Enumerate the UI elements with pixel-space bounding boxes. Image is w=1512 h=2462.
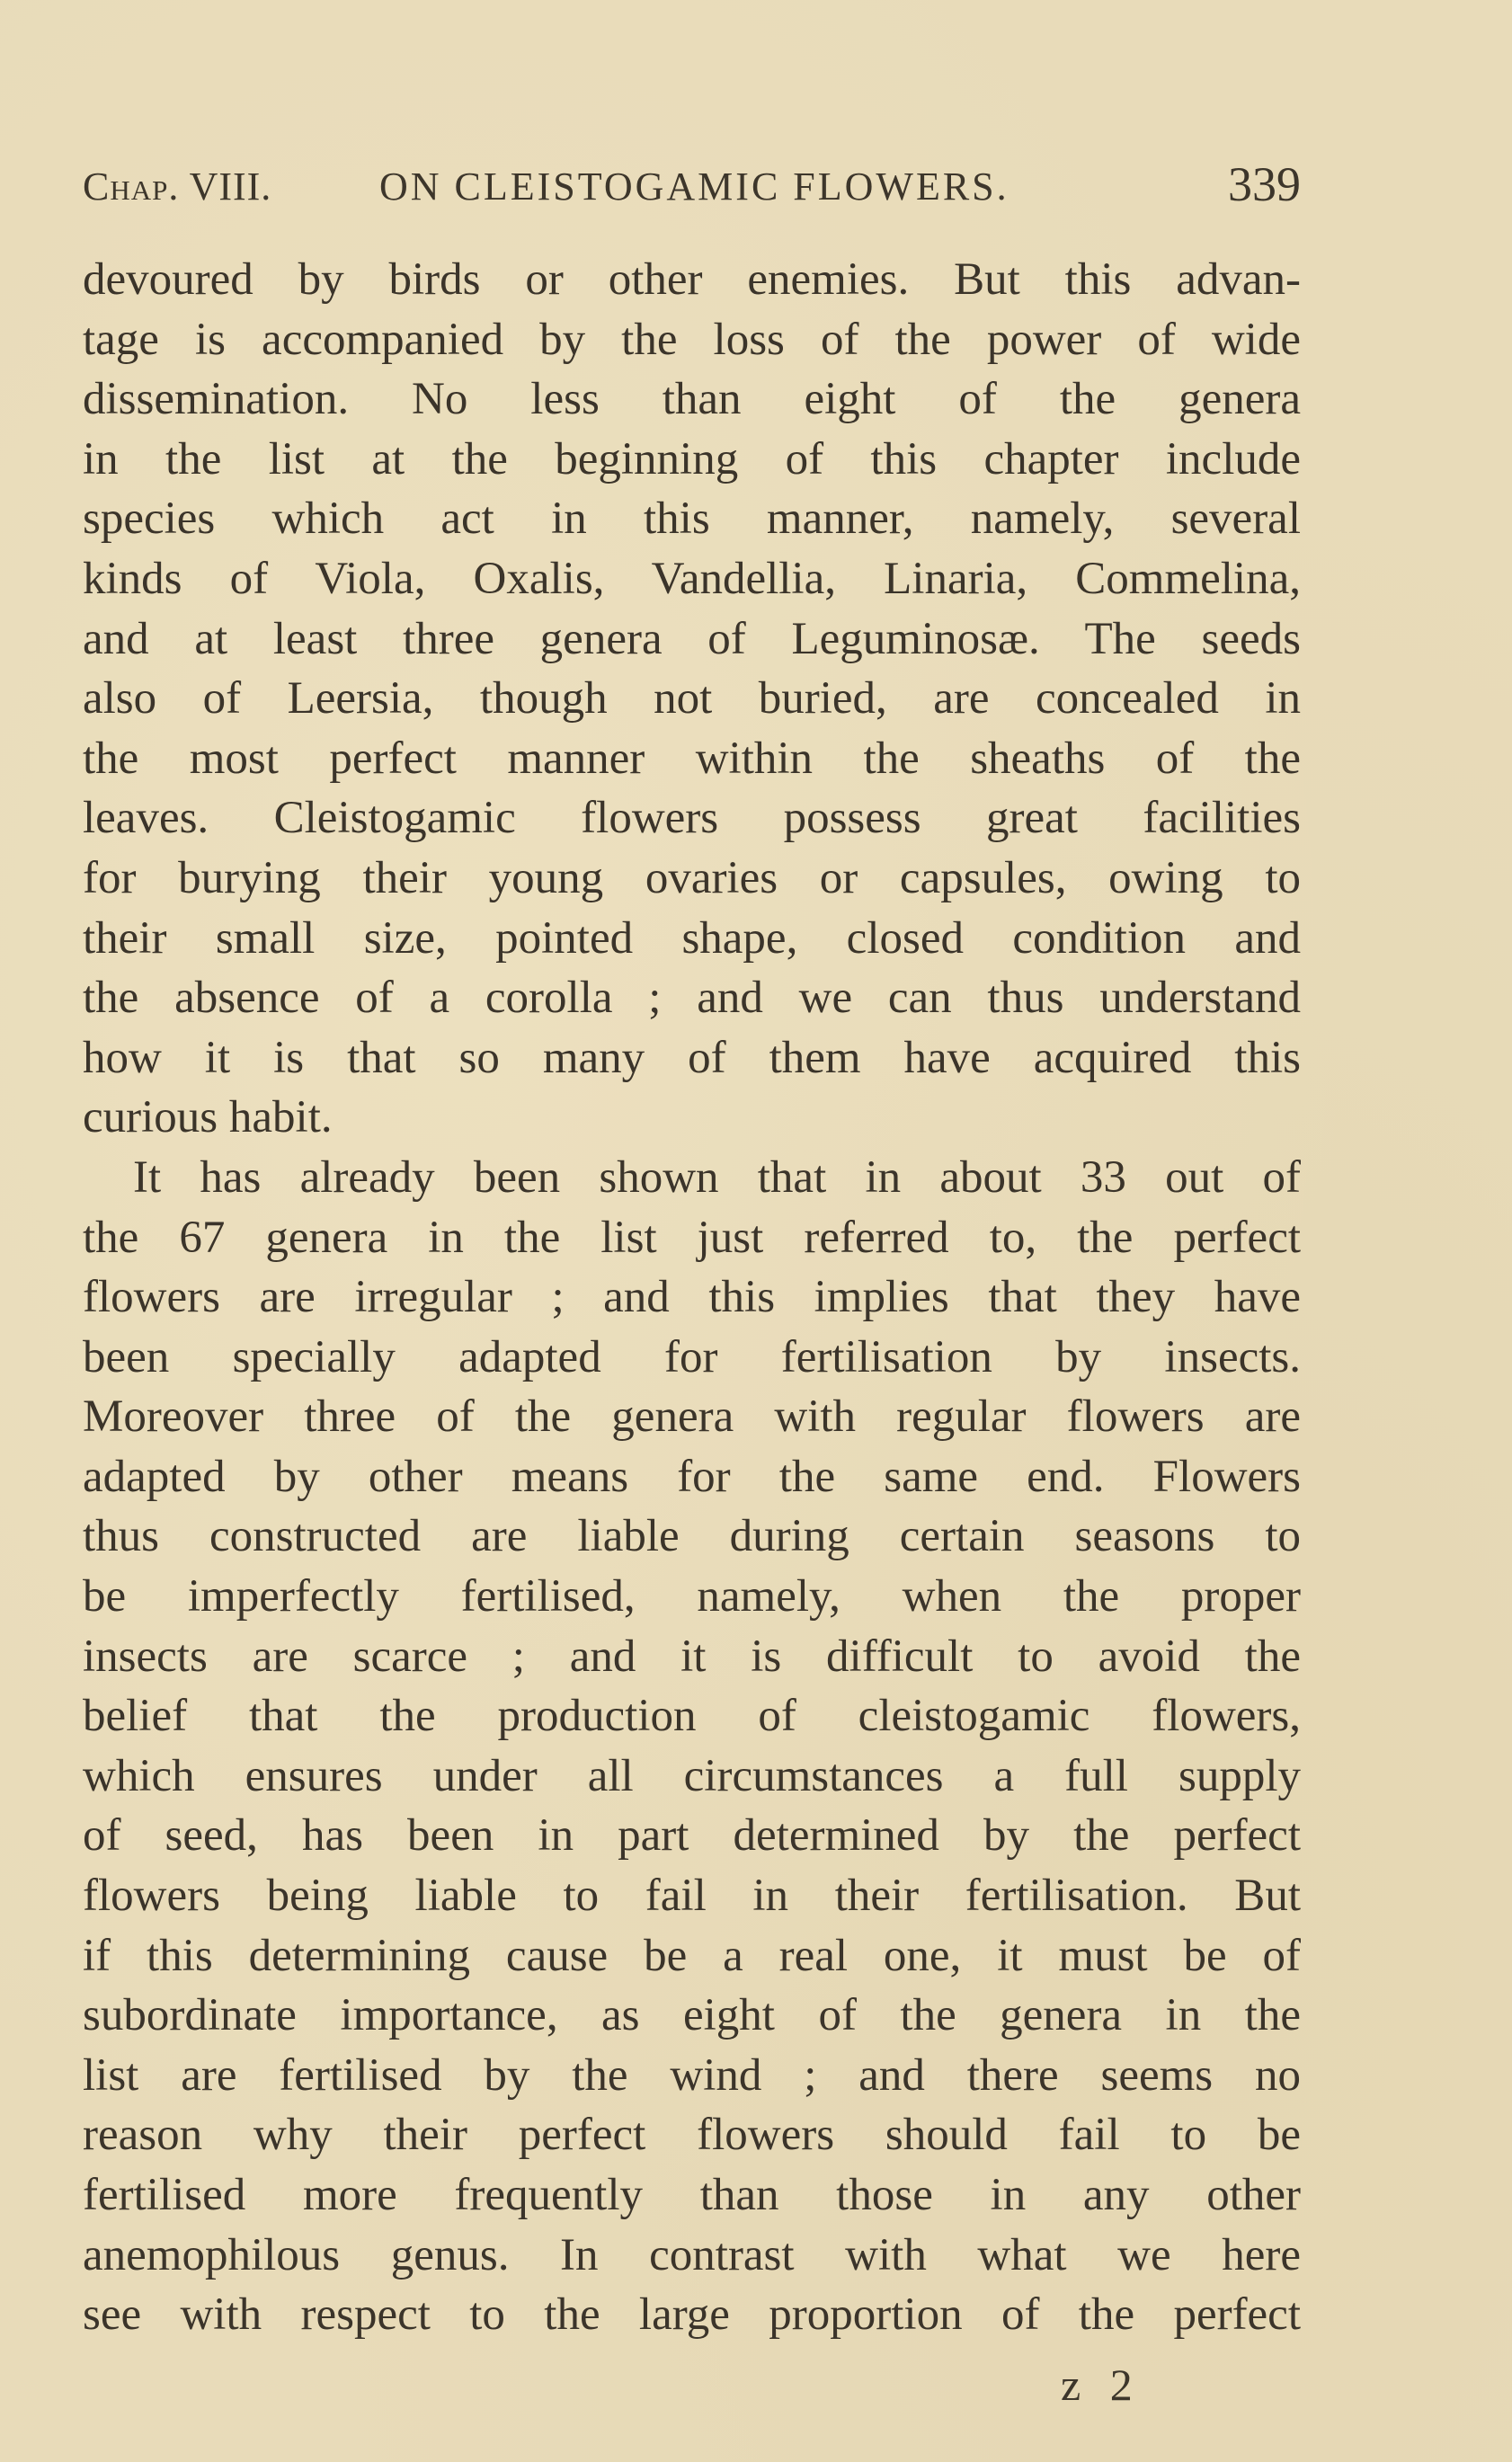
- text-line: the absence of a corolla ; and we can thus understand: [83, 973, 1301, 1024]
- text-line: leaves. Cleistogamic flowers possess great facilities: [83, 793, 1301, 844]
- text-line: for burying their young ovaries or capsules, owing to: [83, 852, 1301, 903]
- text-line: flowers are irregular ; and this implies that they have: [83, 1272, 1301, 1323]
- text-line: species which act in this manner, namely, several: [83, 493, 1301, 545]
- text-line: the 67 genera in the list just referred to, the perfect: [83, 1212, 1301, 1263]
- text-line: and at least three genera of Leguminosæ. The seeds: [83, 613, 1301, 664]
- text-line: dissemination. No less than eight of the genera: [83, 374, 1301, 425]
- signature-mark: z 2: [1061, 2360, 1142, 2410]
- body-text: [83, 250, 1301, 2345]
- text-line: adapted by other means for the same end. Flowers: [83, 1451, 1301, 1502]
- text-line: curious habit.: [83, 1092, 333, 1143]
- text-line: which ensures under all circumstances a full supply: [83, 1750, 1301, 1801]
- text-line: in the list at the beginning of this chapter include: [83, 433, 1301, 484]
- paragraph: [83, 1148, 1301, 2345]
- chapter-label: Chap. VIII.: [83, 164, 272, 209]
- text-line: kinds of Viola, Oxalis, Vandellia, Linaria, Commelina,: [83, 553, 1301, 604]
- text-line: fertilised more frequently than those in any other: [83, 2170, 1301, 2220]
- text-line: devoured by birds or other enemies. But this advan-: [83, 254, 1301, 305]
- text-line: subordinate importance, as eight of the genera in the: [83, 1990, 1301, 2041]
- text-line: see with respect to the large proportion of the perfect: [83, 2289, 1301, 2341]
- chapter-title: ON CLEISTOGAMIC FLOWERS.: [379, 164, 1009, 209]
- text-line: flowers being liable to fail in their fertilisation. But: [83, 1871, 1301, 1922]
- text-line: Moreover three of the genera with regular flowers are: [83, 1391, 1301, 1443]
- paragraph: [83, 250, 1301, 1148]
- text-line: been specially adapted for fertilisation by insects.: [83, 1331, 1301, 1382]
- text-line: anemophilous genus. In contrast with what we here: [83, 2229, 1301, 2280]
- text-line: their small size, pointed shape, closed condition and: [83, 912, 1301, 964]
- text-line: of seed, has been in part determined by the perfect: [83, 1810, 1301, 1862]
- text-line: if this determining cause be a real one, it must be of: [83, 1930, 1301, 1981]
- running-head: [83, 153, 1301, 216]
- text-line: thus constructed are liable during certain seasons to: [83, 1511, 1301, 1562]
- text-line: also of Leersia, though not buried, are concealed in: [83, 673, 1301, 724]
- text-line: insects are scarce ; and it is difficult to avoid the: [83, 1631, 1301, 1682]
- text-line: belief that the production of cleistogamic flowers,: [83, 1691, 1301, 1742]
- text-line: be imperfectly fertilised, namely, when the proper: [83, 1571, 1301, 1622]
- text-line: how it is that so many of them have acquired this: [83, 1032, 1301, 1083]
- text-line: It has already been shown that in about 33 out of: [133, 1151, 1301, 1203]
- text-line: the most perfect manner within the sheaths of the: [83, 733, 1301, 784]
- text-line: reason why their perfect flowers should fail to be: [83, 2110, 1301, 2161]
- page-number: 339: [1228, 157, 1301, 211]
- text-line: list are fertilised by the wind ; and there seems no: [83, 2049, 1301, 2101]
- text-line: tage is accompanied by the loss of the power of wide: [83, 314, 1301, 365]
